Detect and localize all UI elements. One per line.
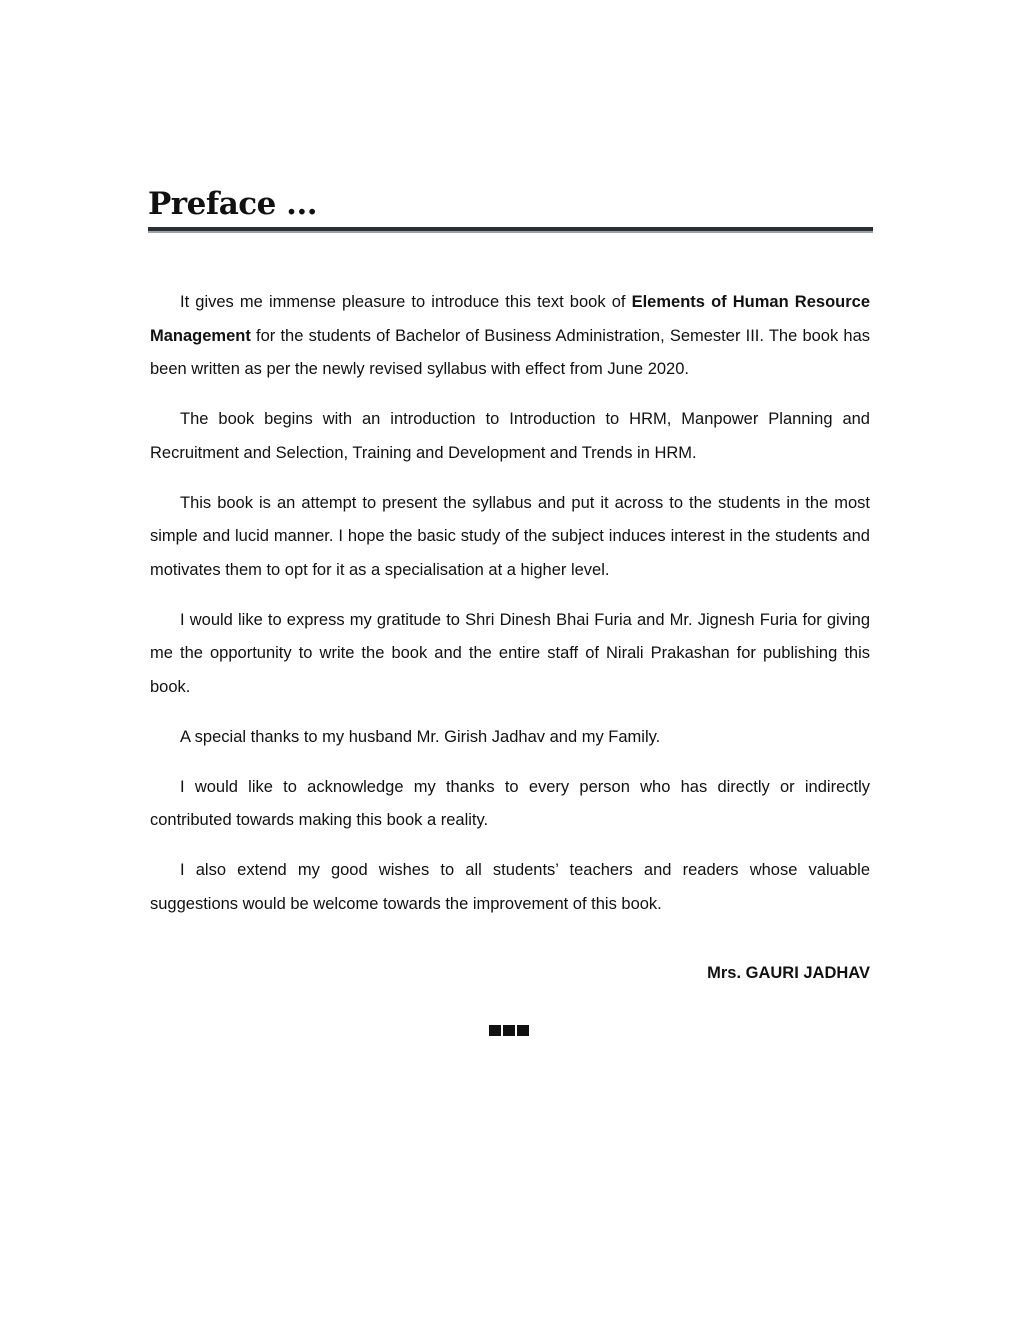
preface-body <box>150 286 870 938</box>
paragraph: I would like to express my gratitude to Shri Dinesh Bhai Furia and Mr. Jignesh Furia for giving me the opportunity to write the book and the entire staff of Nirali Prakashan for publishing this book. <box>150 610 870 696</box>
square-icon <box>503 1025 515 1036</box>
paragraph: The book begins with an introduction to Introduction to HRM, Manpower Planning and Recruitment and Selection, Training and Development and Trends in HRM. <box>150 410 870 462</box>
paragraph: This book is an attempt to present the syllabus and put it across to the students in the most simple and lucid manner. I hope the basic study of the subject induces interest in the students and motivates them to opt for it as a specialisation at a higher level. <box>150 493 870 579</box>
paragraph: A special thanks to my husband Mr. Girish Jadhav and my Family. <box>180 727 661 746</box>
paragraph: I would like to acknowledge my thanks to every person who has directly or indirectly contributed towards making this book a reality. <box>150 777 870 829</box>
book-title: Elements of Human Resource Management <box>150 293 871 345</box>
end-ornament <box>489 1025 529 1036</box>
square-icon <box>517 1025 529 1036</box>
page-title: Preface ... <box>148 186 318 222</box>
square-icon <box>489 1025 501 1036</box>
paragraph-text: It gives me immense pleasure to introduce this text book of <box>180 293 632 311</box>
author-signature: Mrs. GAURI JADHAV <box>707 964 870 982</box>
paragraph: I also extend my good wishes to all students’ teachers and readers whose valuable suggestions would be welcome towards the improvement of this book. <box>150 861 870 913</box>
title-rule-shadow <box>148 231 873 233</box>
paragraph-text: for the students of Bachelor of Business Administration, Semester III. The book has been written as per the newly revised syllabus with effect from June 2020. <box>150 326 870 378</box>
paragraph <box>150 286 870 387</box>
